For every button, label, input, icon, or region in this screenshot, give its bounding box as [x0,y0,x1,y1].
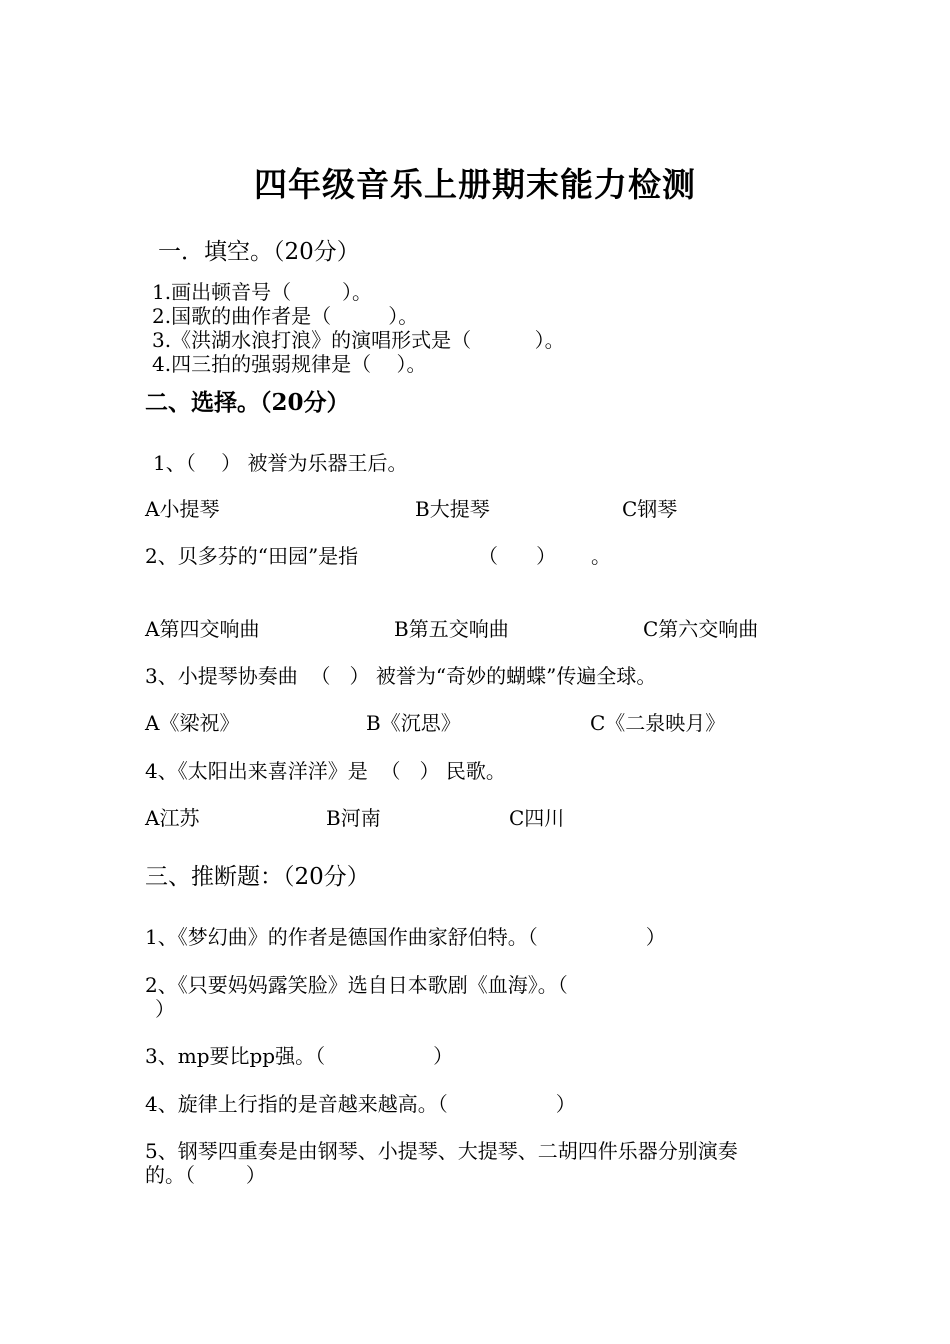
choice-question-2: 2、贝多芬的“田园”是指 [145,544,359,568]
fill-item-1: 1.画出顿音号（ ）。 [152,280,372,304]
choice-option: A第四交响曲 [145,617,260,641]
judge-item-4: 4、旋律上行指的是音越来越高。（ ） [145,1092,576,1116]
section1-heading: 一．填空。（20分） [158,239,360,265]
section2-heading: 二、选择。（20分） [145,389,350,416]
fill-item-2: 2.国歌的曲作者是（ ）。 [152,304,419,328]
choice-option: B大提琴 [415,497,490,521]
choice-option: A小提琴 [145,497,220,521]
judge-item-5-cont: 的。（ ） [145,1163,266,1187]
judge-item-1: 1、《梦幻曲》的作者是德国作曲家舒伯特。（ ） [145,925,666,949]
judge-item-3: 3、mp要比pp强。（ ） [145,1044,454,1068]
choice-question-1: 1、（ ） 被誉为乐器王后。 [153,451,408,475]
choice-question-2-blank: （ ） [478,544,557,568]
choice-option: C《二泉映月》 [590,711,726,735]
fill-item-4: 4.四三拍的强弱规律是（ ）。 [152,352,427,376]
choice-option: A《梁祝》 [145,711,240,735]
choice-question-2-end: 。 [591,544,611,568]
exam-title: 四年级音乐上册期末能力检测 [254,165,696,204]
choice-option: C钢琴 [622,497,678,521]
choice-option: B《沉思》 [366,711,461,735]
choice-question-3: 3、小提琴协奏曲 （ ） 被誉为“奇妙的蝴蝶”传遍全球。 [145,664,657,688]
choice-option: B河南 [326,806,381,830]
choice-option: B第五交响曲 [394,617,509,641]
choice-question-4: 4、《太阳出来喜洋洋》是 （ ） 民歌。 [145,759,506,783]
fill-item-3: 3.《洪湖水浪打浪》的演唱形式是（ ）。 [152,328,565,352]
choice-option: C第六交响曲 [643,617,759,641]
judge-item-5: 5、钢琴四重奏是由钢琴、小提琴、大提琴、二胡四件乐器分别演奏 [145,1139,738,1163]
section3-heading: 三、推断题：（20分） [145,864,370,890]
choice-option: A江苏 [145,806,200,830]
choice-option: C四川 [509,806,565,830]
judge-item-2: 2、《只要妈妈露笑脸》选自日本歌剧《血海》。（ [145,973,568,997]
judge-item-2-cont: ） [155,997,175,1021]
